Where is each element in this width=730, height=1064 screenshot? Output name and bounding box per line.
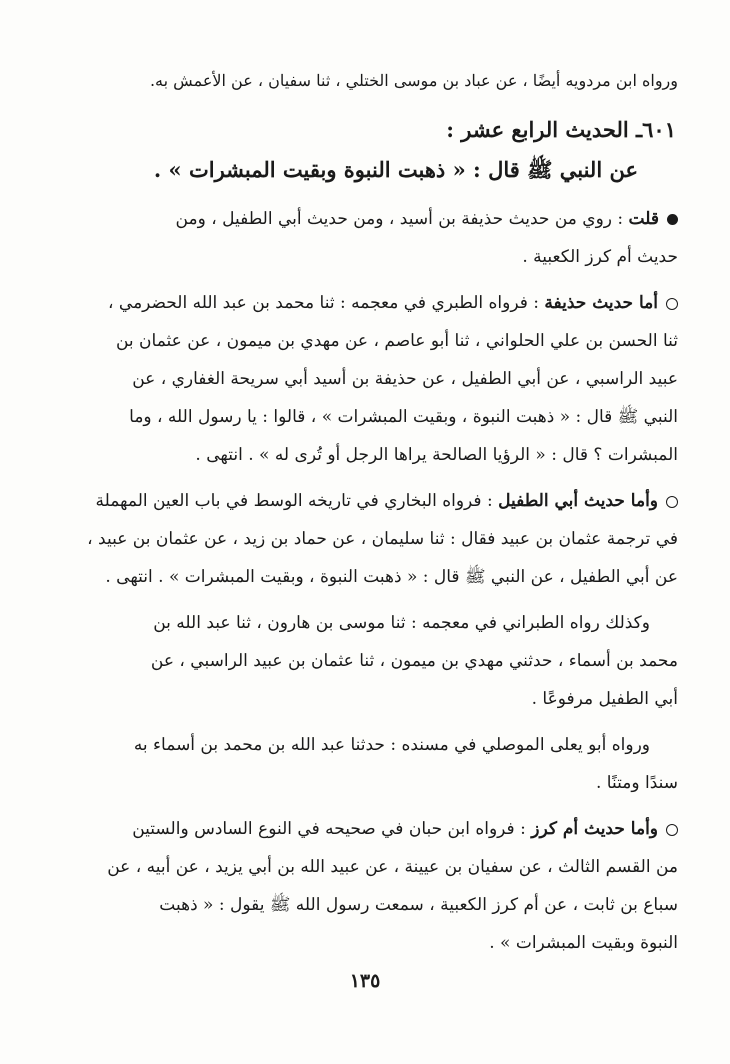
paragraph-line: أبي الطفيل مرفوعًا . bbox=[531, 689, 678, 709]
hadith-text: عن النبي ﷺ قال : « ذهبت النبوة وبقيت المبشرات » . bbox=[153, 157, 638, 182]
page-number: ١٣٥ bbox=[349, 970, 381, 992]
paragraph-lead: وأما حديث أم كرز bbox=[531, 819, 658, 839]
paragraph-line: وأما حديث أبي الطفيل : فرواه البخاري في تاريخه الوسط في باب العين المهملة bbox=[78, 482, 678, 520]
paragraph-line: وكذلك رواه الطبراني في معجمه : ثنا موسى بن هارون ، ثنا عبد الله بن bbox=[153, 613, 650, 633]
circle-marker-icon bbox=[666, 824, 678, 836]
paragraph-line: المبشرات ؟ قال : « الرؤيا الصالحة يراها الرجل أو تُرى له » . انتهى . bbox=[195, 445, 678, 465]
paragraph-lead: وأما حديث أبي الطفيل bbox=[498, 491, 658, 511]
paragraph-line: محمد بن أسماء ، حدثني مهدي بن ميمون ، ثنا عثمان بن عبيد الراسبي ، عن bbox=[150, 651, 678, 671]
bullet-icon bbox=[667, 214, 678, 225]
paragraph-tabarani bbox=[78, 604, 678, 718]
paragraph-line: من القسم الثالث ، عن سفيان بن عيينة ، عن عبيد الله بن أبي يزيد ، عن أبيه ، عن bbox=[107, 857, 678, 877]
paragraph-line: حديث أم كرز الكعبية . bbox=[522, 247, 678, 267]
paragraph-hudhayfa bbox=[78, 284, 678, 474]
circle-marker-icon bbox=[666, 496, 678, 508]
paragraph-umm-kurz bbox=[78, 810, 678, 962]
paragraph-lead: أما حديث حذيفة bbox=[544, 293, 658, 313]
intro-line: ورواه ابن مردويه أيضًا ، عن عباد بن موسى الختلي ، ثنا سفيان ، عن الأعمش به. bbox=[149, 71, 678, 90]
paragraph-line: عن أبي الطفيل ، عن النبي ﷺ قال : « ذهبت النبوة ، وبقيت المبشرات » . انتهى . bbox=[105, 567, 678, 587]
paragraph-line: في ترجمة عثمان بن عبيد فقال : ثنا سليمان ، عن حماد بن زيد ، عن عثمان بن عبيد ، bbox=[87, 529, 678, 549]
paragraph-line: عبيد الراسبي ، عن أبي الطفيل ، عن حذيفة بن أسيد أبي سريحة الغفاري ، عن bbox=[132, 369, 678, 389]
paragraph-line: قلت : روي من حديث حذيفة بن أسيد ، ومن حديث أبي الطفيل ، ومن bbox=[78, 200, 678, 238]
paragraph-line: النبوة وبقيت المبشرات » . bbox=[489, 933, 678, 953]
paragraph-line: أما حديث حذيفة : فرواه الطبري في معجمه : ثنا محمد بن عبد الله الحضرمي ، bbox=[78, 284, 678, 322]
hadith-heading: ٦٠١ـ الحديث الرابع عشر : bbox=[446, 117, 676, 142]
paragraph-line: النبي ﷺ قال : « ذهبت النبوة ، وبقيت المبشرات » ، قالوا : يا رسول الله ، وما bbox=[129, 407, 678, 427]
paragraph-line: سباع بن ثابت ، عن أم كرز الكعبية ، سمعت رسول الله ﷺ يقول : « ذهبت bbox=[159, 895, 678, 915]
paragraph-line: ورواه أبو يعلى الموصلي في مسنده : حدثنا عبد الله بن محمد بن أسماء به bbox=[133, 735, 650, 755]
paragraph-line: وأما حديث أم كرز : فرواه ابن حبان في صحيحه في النوع السادس والستين bbox=[78, 810, 678, 848]
paragraph-lead: قلت bbox=[628, 209, 659, 229]
paragraph-line: ثنا الحسن بن علي الحلواني ، ثنا أبو عاصم ، عن مهدي بن ميمون ، عن عثمان بن bbox=[115, 331, 678, 351]
page-body bbox=[78, 64, 678, 970]
paragraph-abu-tufayl bbox=[78, 482, 678, 596]
paragraph-qultu bbox=[78, 200, 678, 276]
paragraph-abu-yala bbox=[78, 726, 678, 802]
circle-marker-icon bbox=[666, 298, 678, 310]
paragraph-line: سندًا ومتنًا . bbox=[596, 773, 678, 793]
